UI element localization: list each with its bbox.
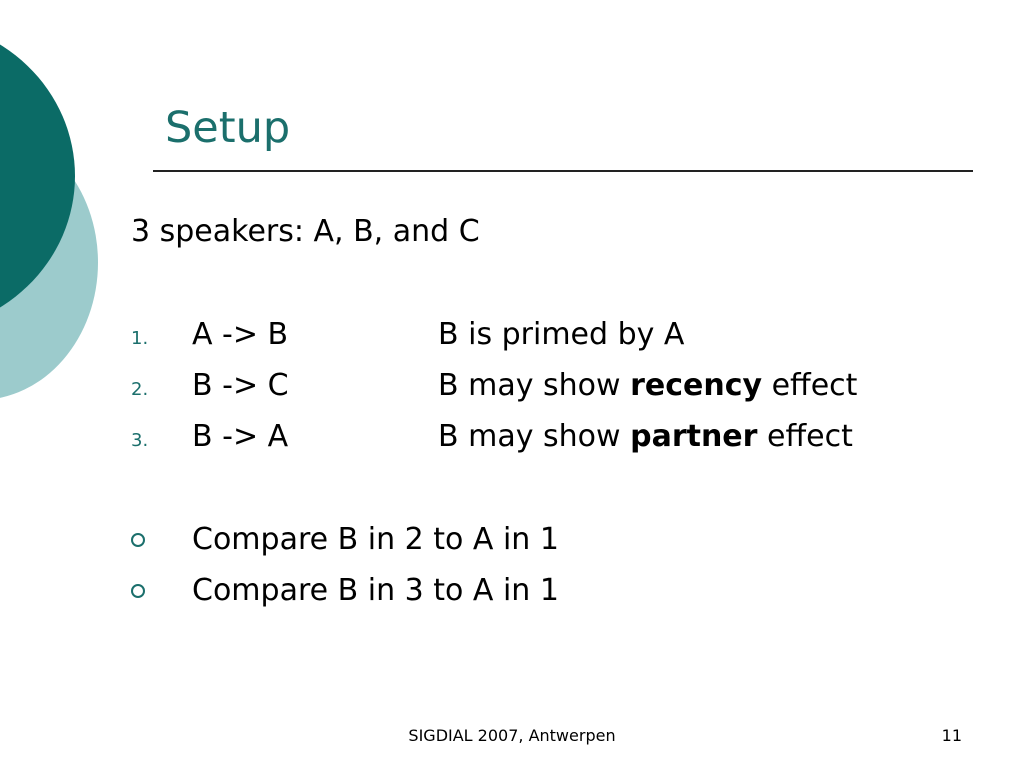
speaker-pair: B -> A <box>192 419 289 454</box>
intro-line: 3 speakers: A, B, and C <box>131 214 480 249</box>
numbered-item-2 <box>131 365 991 416</box>
description-text-end: effect <box>757 419 853 454</box>
description-text: B is primed by A <box>438 317 685 352</box>
item-description <box>438 314 684 356</box>
list-number: 1. <box>131 328 149 349</box>
numbered-list <box>131 314 991 467</box>
emphasis-word: partner <box>630 419 758 454</box>
footer-conference: SIGDIAL 2007, Antwerpen <box>408 726 616 745</box>
bullet-list <box>131 519 991 621</box>
list-number: 3. <box>131 430 149 451</box>
hollow-circle-icon <box>131 533 145 547</box>
item-description <box>438 365 857 407</box>
footer-page-number: 11 <box>941 726 962 745</box>
speaker-pair: B -> C <box>192 368 289 403</box>
bullet-text: Compare B in 2 to A in 1 <box>192 522 559 557</box>
list-number: 2. <box>131 379 149 400</box>
numbered-item-3 <box>131 416 991 467</box>
slide-title: Setup <box>165 103 291 153</box>
emphasis-word: recency <box>630 368 763 403</box>
description-text: B may show <box>438 419 631 454</box>
bullet-text: Compare B in 3 to A in 1 <box>192 573 559 608</box>
item-description <box>438 416 853 458</box>
speaker-pair: A -> B <box>192 317 289 352</box>
numbered-item-1 <box>131 314 991 365</box>
bullet-item-1 <box>131 519 991 570</box>
bullet-item-2 <box>131 570 991 621</box>
hollow-circle-icon <box>131 584 145 598</box>
description-text: B may show <box>438 368 631 403</box>
description-text-end: effect <box>762 368 858 403</box>
title-divider <box>153 170 973 172</box>
